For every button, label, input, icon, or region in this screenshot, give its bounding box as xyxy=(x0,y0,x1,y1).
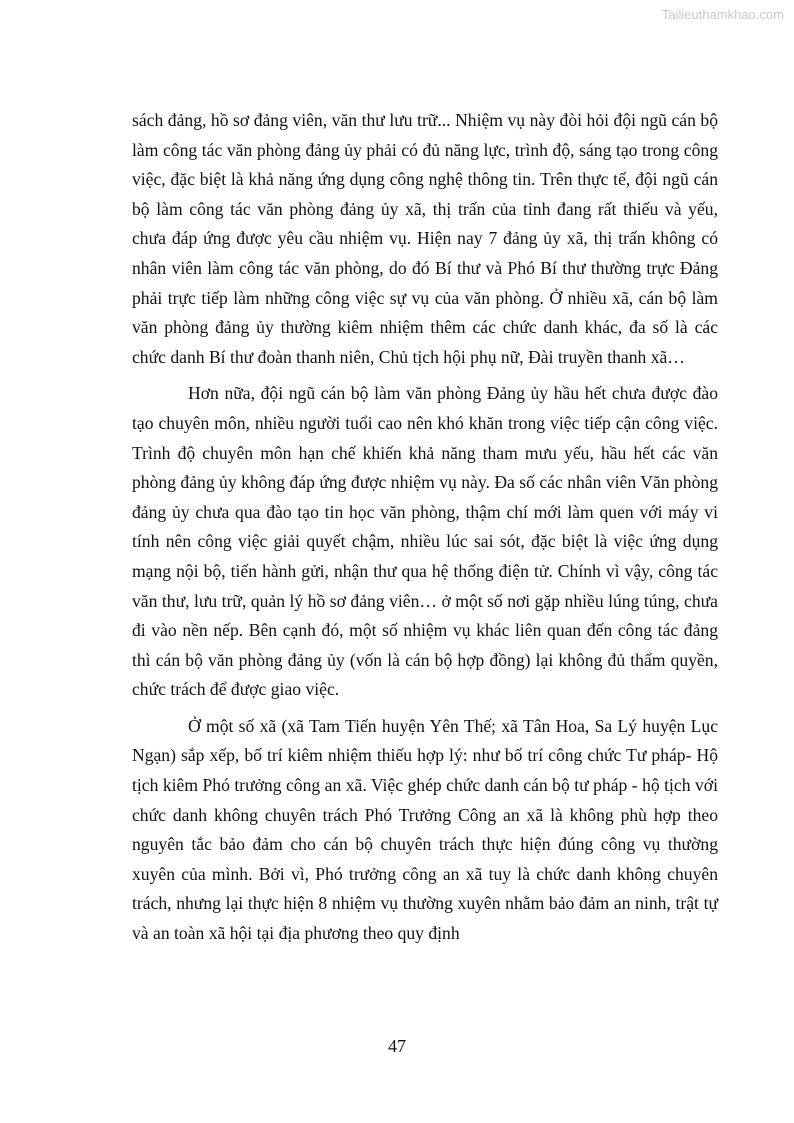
paragraph: Hơn nữa, đội ngũ cán bộ làm văn phòng Đảng ủy hầu hết chưa được đào tạo chuyên môn, nhiều người tuổi cao nên khó khăn trong việc tiếp cận công việc. Trình độ chuyên môn hạn chế khiến khả năng tham mưu yếu, hầu hết các văn phòng đảng ủy không đáp ứng được nhiệm vụ này. Đa số các nhân viên Văn phòng đảng ủy chưa qua đào tạo tin học văn phòng, thậm chí mới làm quen với máy vi tính nên công việc giải quyết chậm, nhiều lúc sai sót, đặc biệt là việc ứng dụng mạng nội bộ, tiến hành gửi, nhận thư qua hệ thống điện tử. Chính vì vậy, công tác văn thư, lưu trữ, quản lý hồ sơ đảng viên… ở một số nơi gặp nhiều lúng túng, chưa đi vào nền nếp. Bên cạnh đó, một số nhiệm vụ khác liên quan đến công tác đảng thì cán bộ văn phòng đảng ủy (vốn là cán bộ hợp đồng) lại không đủ thẩm quyền, chức trách để được giao việc. xyxy=(132,383,718,700)
document-body xyxy=(132,106,718,956)
paragraph-continued: sách đảng, hồ sơ đảng viên, văn thư lưu trữ... Nhiệm vụ này đòi hỏi đội ngũ cán bộ làm công tác văn phòng đảng ủy phải có đủ năng lực, trình độ, sáng tạo trong công việc, đặc biệt là khả năng ứng dụng công nghệ thông tin. Trên thực tế, đội ngũ cán bộ làm công tác văn phòng đảng ủy xã, thị trấn của tỉnh đang rất thiếu và yếu, chưa đáp ứng được yêu cầu nhiệm vụ. Hiện nay 7 đảng ủy xã, thị trấn không có nhân viên làm công tác văn phòng, do đó Bí thư và Phó Bí thư thường trực Đảng phải trực tiếp làm những công việc sự vụ của văn phòng. Ở nhiều xã, cán bộ làm văn phòng đảng ủy thường kiêm nhiệm thêm các chức danh khác, đa số là các chức danh Bí thư đoàn thanh niên, Chủ tịch hội phụ nữ, Đài truyền thanh xã… xyxy=(132,110,718,367)
paragraph: Ở một số xã (xã Tam Tiến huyện Yên Thế; xã Tân Hoa, Sa Lý huyện Lục Ngạn) sắp xếp, bố trí kiêm nhiệm thiếu hợp lý: như bố trí công chức Tư pháp- Hộ tịch kiêm Phó trưởng công an xã. Việc ghép chức danh cán bộ tư pháp - hộ tịch với chức danh không chuyên trách Phó Trưởng Công an xã là không phù hợp theo nguyên tắc bảo đảm cho cán bộ chuyên trách thực hiện đúng công vụ thường xuyên của mình. Bởi vì, Phó trưởng công an xã tuy là chức danh không chuyên trách, nhưng lại thực hiện 8 nhiệm vụ thường xuyên nhằm bảo đảm an ninh, trật tự và an toàn xã hội tại địa phương theo quy định xyxy=(132,715,718,944)
watermark: Tailieuthamkhao.com xyxy=(661,7,784,22)
page-number: 47 xyxy=(388,1036,406,1056)
